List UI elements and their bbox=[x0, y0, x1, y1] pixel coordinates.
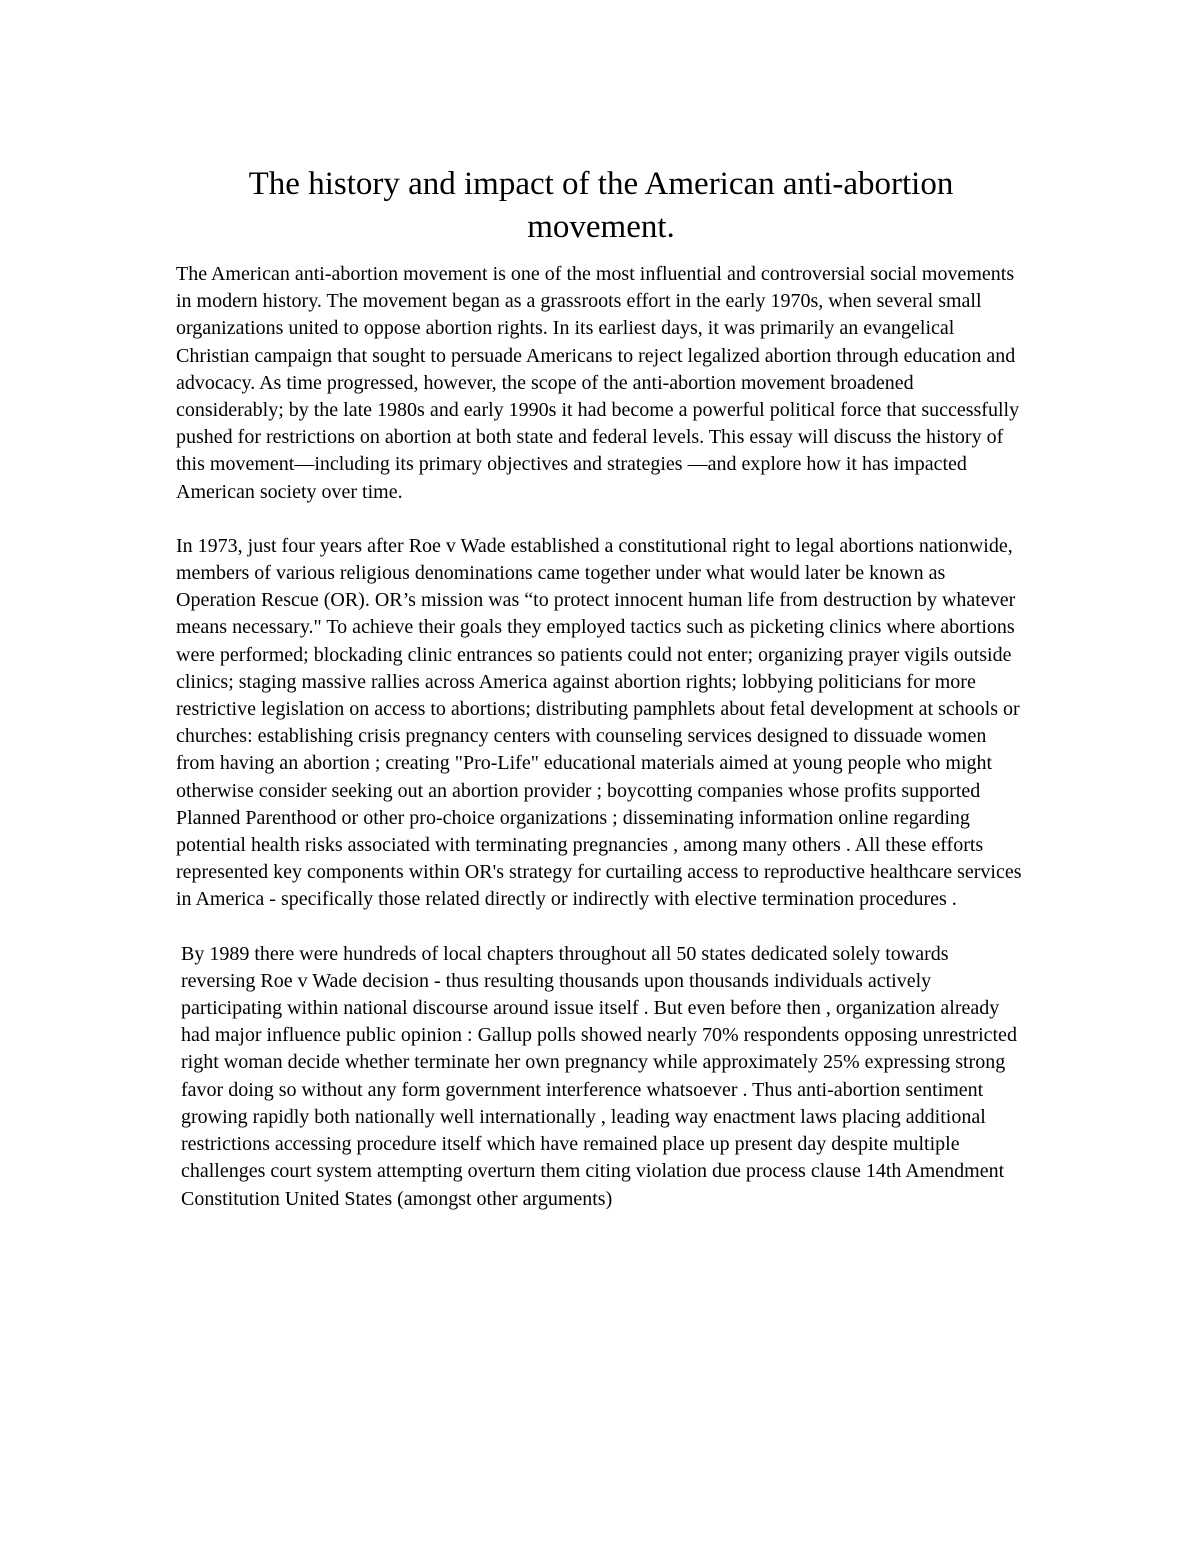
paragraph-1989-chapters: By 1989 there were hundreds of local chapters throughout all 50 states dedicated solely towards reversing Roe v Wade decision - thus resulting thousands upon thousands individuals actively participating within national discourse around issue itself . But even before then , organization already had major influence public opinion : Gallup polls showed nearly 70% respondents opposing unrestricted right woman decide whether terminate her own pregnancy while approximately 25% expressing strong favor doing so without any form government interference whatsoever . Thus anti-abortion sentiment growing rapidly both nationally well internationally , leading way enactment laws placing additional restrictions accessing procedure itself which have remained place up present day despite multiple challenges court system attempting overturn them citing violation due process clause 14th Amendment Constitution United States (amongst other arguments) bbox=[181, 942, 1017, 1210]
paragraph-intro: The American anti-abortion movement is one of the most influential and controversial social movements in modern history. The movement began as a grassroots effort in the early 1970s, when several small organizations united to oppose abortion rights. In its earliest days, it was primarily an evangelical Christian campaign that sought to persuade Americans to reject legalized abortion through education and advocacy. As time progressed, however, the scope of the anti-abortion movement broadened considerably; by the late 1980s and early 1990s it had become a powerful political force that successfully pushed for restrictions on abortion at both state and federal levels. This essay will discuss the history of this movement—including its primary objectives and strategies —and explore how it has impacted American society over time. bbox=[176, 263, 1020, 503]
document-title: The history and impact of the American anti-abortion movement. bbox=[248, 166, 954, 245]
document-body bbox=[176, 163, 1026, 1240]
paragraph-operation-rescue: In 1973, just four years after Roe v Wade established a constitutional right to legal abortions nationwide, members of various religious denominations came together under what would later be known as Operation Rescue (OR). OR’s mission was “to protect innocent human life from destruction by whatever means necessary." To achieve their goals they employed tactics such as picketing clinics where abortions were performed; blockading clinic entrances so patients could not enter; organizing prayer vigils outside clinics; staging massive rallies across America against abortion rights; lobbying politicians for more restrictive legislation on access to abortions; distributing pamphlets about fetal development at schools or churches: establishing crisis pregnancy centers with counseling services designed to dissuade women from having an abortion ; creating "Pro-Life" educational materials aimed at young people who might otherwise consider seeking out an abortion provider ; boycotting companies whose profits supported Planned Parenthood or other pro-choice organizations ; disseminating information online regarding potential health risks associated with terminating pregnancies , among many others . All these efforts represented key components within OR's strategy for curtailing access to reproductive healthcare services in America - specifically those related directly or indirectly with elective termination procedures . bbox=[176, 534, 1022, 911]
